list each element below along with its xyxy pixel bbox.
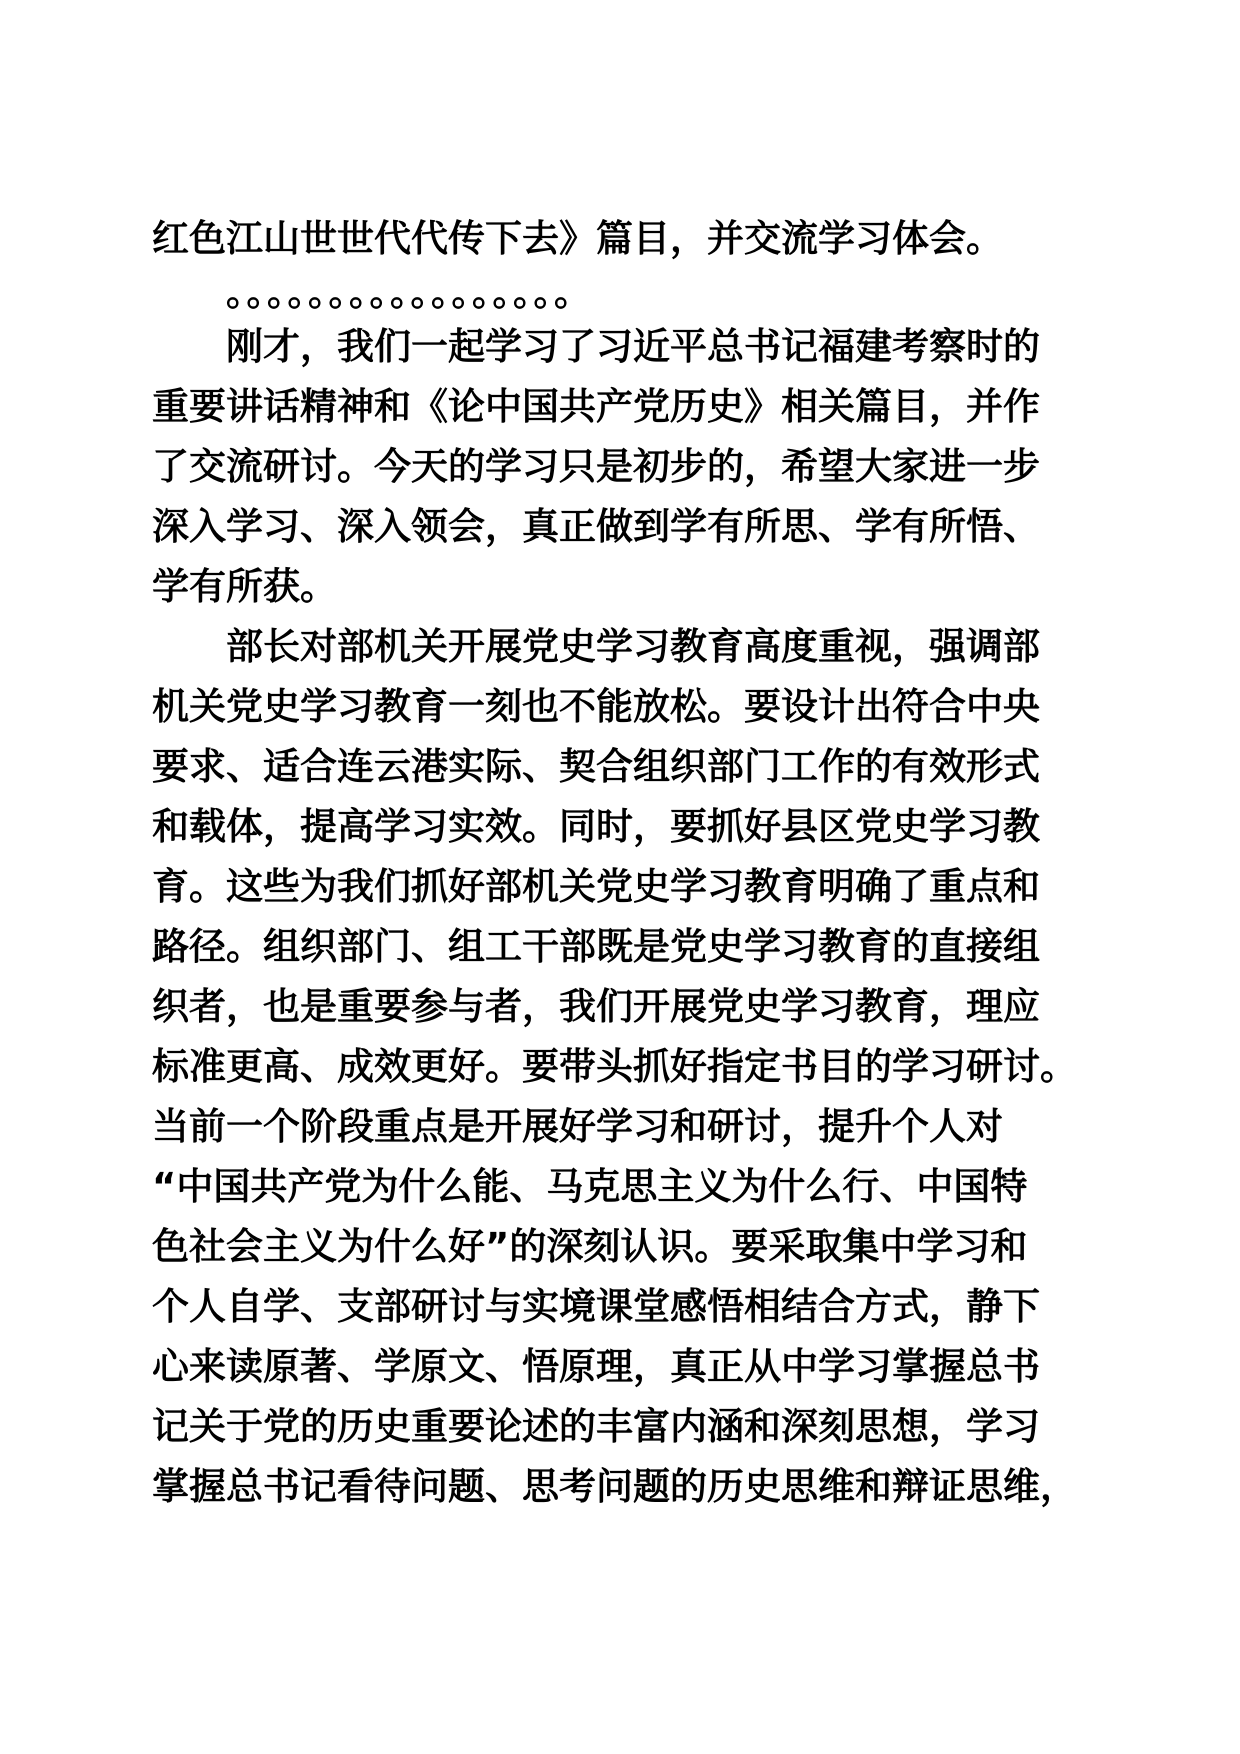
text-line: 心来读原著、学原文、悟原理，真正从中学习掌握总书 — [152, 1345, 1040, 1388]
text-line: 红色江山世世代代传下去》篇目，并交流学习体会。 — [152, 217, 1003, 260]
text-line: 育。这些为我们抓好部机关党史学习教育明确了重点和 — [152, 865, 1040, 908]
text-line: 了交流研讨。今天的学习只是初步的，希望大家进一步 — [152, 445, 1040, 488]
paragraph-first-line: 刚才，我们一起学习了习近平总书记福建考察时的 — [226, 325, 1040, 368]
text-line: 路径。组织部门、组工干部既是党史学习教育的直接组 — [152, 925, 1040, 968]
dot-separator-line: 。。。。。。。。。。。。。。。。。 — [226, 271, 593, 314]
text-line: 个人自学、支部研讨与实境课堂感悟相结合方式，静下 — [152, 1285, 1040, 1328]
text-line: 色社会主义为什么好”的深刻认识。要采取集中学习和 — [152, 1225, 1028, 1268]
text-line: 掌握总书记看待问题、思考问题的历史思维和辩证思维， — [152, 1465, 1077, 1508]
text-line: 织者，也是重要参与者，我们开展党史学习教育，理应 — [152, 985, 1040, 1028]
text-line: 机关党史学习教育一刻也不能放松。要设计出符合中央 — [152, 685, 1040, 728]
text-line: 深入学习、深入领会，真正做到学有所思、学有所悟、 — [152, 505, 1040, 548]
text-line: 要求、适合连云港实际、契合组织部门工作的有效形式 — [152, 745, 1040, 788]
text-line: 和载体，提高学习实效。同时，要抓好县区党史学习教 — [152, 805, 1040, 848]
paragraph-first-line: 部长对部机关开展党史学习教育高度重视，强调部 — [226, 625, 1040, 668]
text-line: 学有所获。 — [152, 565, 337, 608]
text-line: 记关于党的历史重要论述的丰富内涵和深刻思想，学习 — [152, 1405, 1040, 1448]
text-line: 标准更高、成效更好。要带头抓好指定书目的学习研讨。 — [152, 1045, 1077, 1088]
text-line: 当前一个阶段重点是开展好学习和研讨，提升个人对 — [152, 1105, 1003, 1148]
body-text — [152, 209, 1092, 1517]
text-line: “中国共产党为什么能、马克思主义为什么行、中国特 — [152, 1165, 1028, 1208]
text-line: 重要讲话精神和《论中国共产党历史》相关篇目，并作 — [152, 385, 1040, 428]
